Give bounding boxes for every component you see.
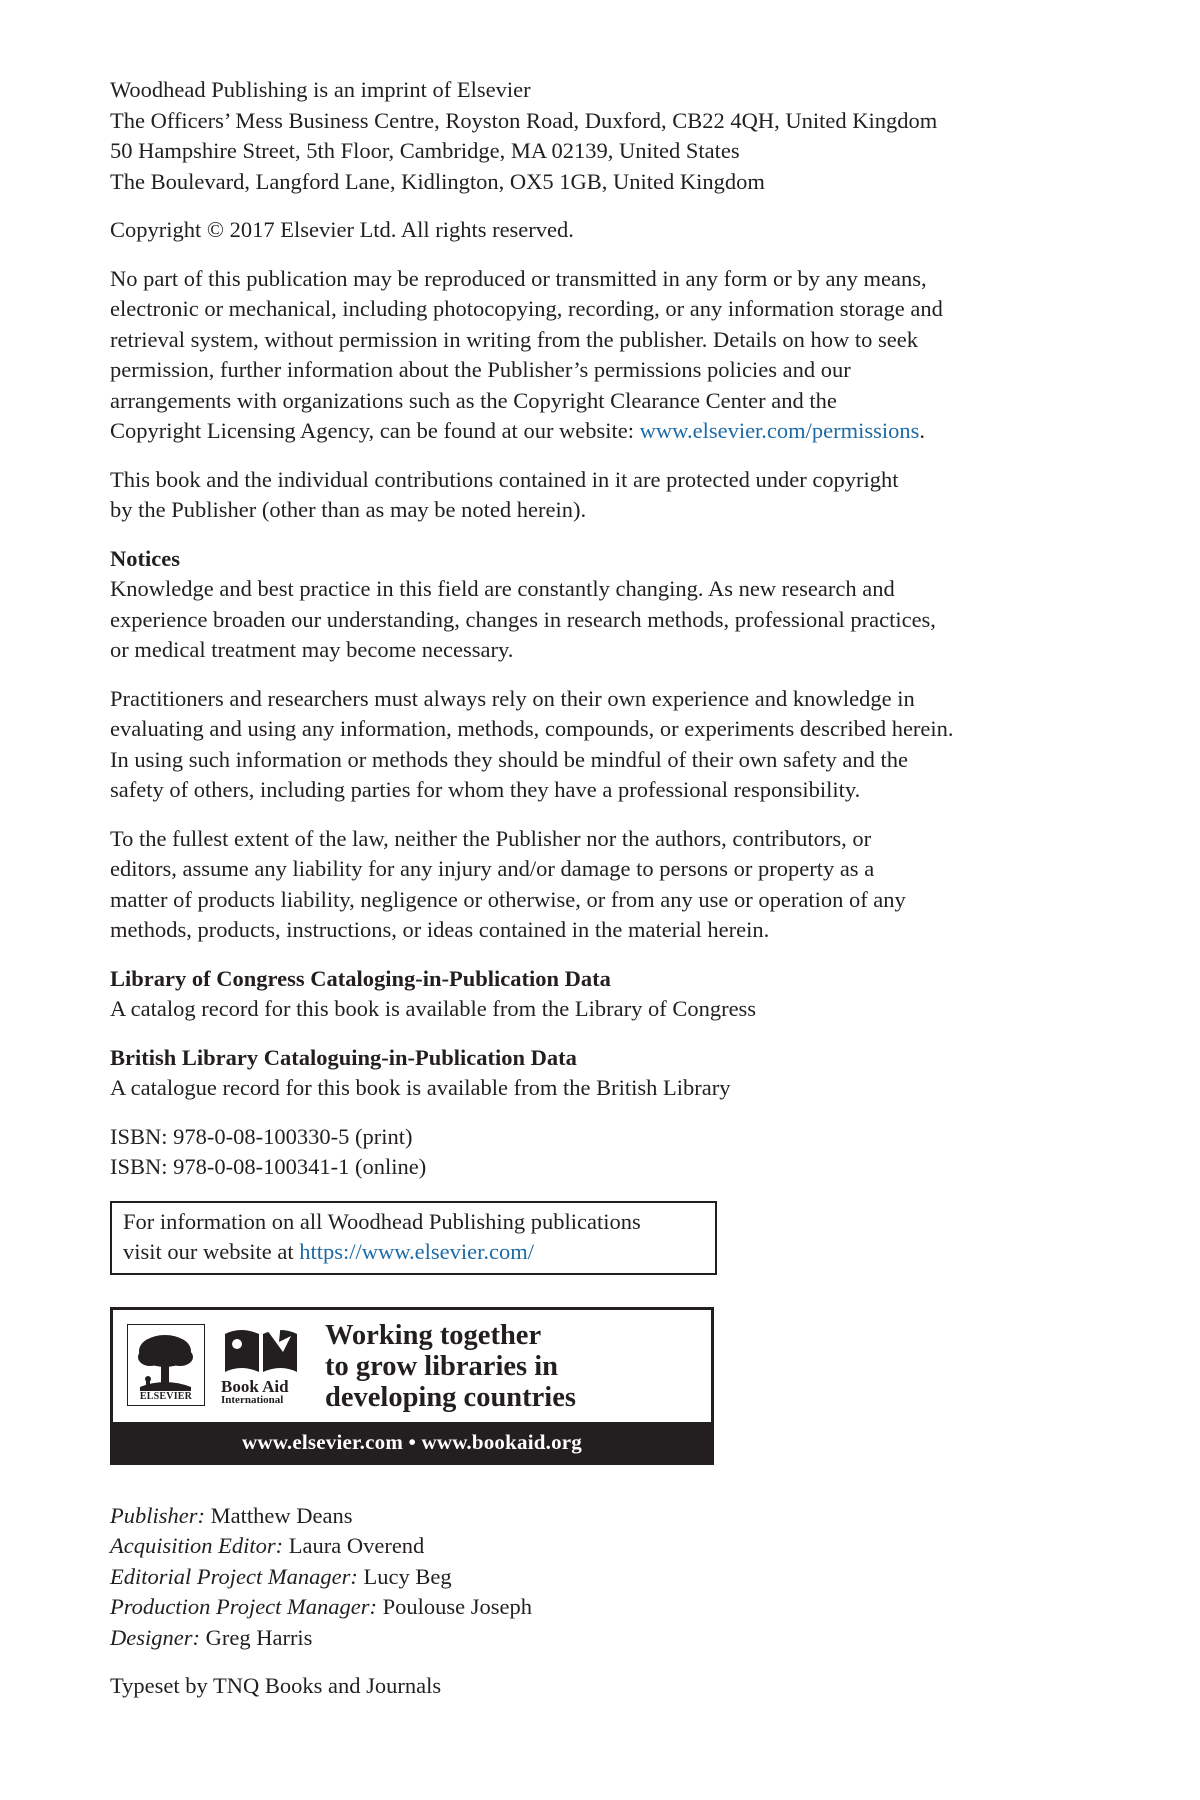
- credit-line: Acquisition Editor: Laura Overend: [110, 1533, 425, 1558]
- notices-paragraph-2: Practitioners and researchers must always rely on their own experience and knowledge in evaluating and using any information, methods, compounds, or experiments described herein. In using such information or methods they should be mindful of their own safety and the safety of others, including parties for whom they have a professional responsibility.: [110, 685, 954, 802]
- credit-line: Editorial Project Manager: Lucy Beg: [110, 1563, 452, 1589]
- book-aid-open-book-icon: [221, 1322, 301, 1378]
- address-line: The Officers’ Mess Business Centre, Royston Road, Duxford, CB22 4QH, United Kingdom: [110, 107, 938, 133]
- bl-heading: British Library Cataloguing-in-Publication Data: [110, 1044, 577, 1070]
- elsevier-tree-logo-icon: ELSEVIER: [127, 1324, 205, 1406]
- copyright-statement: Copyright © 2017 Elsevier Ltd. All rights reserved.: [110, 217, 574, 242]
- isbn-print: ISBN: 978-0-08-100330-5 (print): [110, 1123, 413, 1149]
- bl-cataloguing: British Library Cataloguing-in-Publication Data A catalogue record for this book is available from the British Library: [110, 1043, 1070, 1104]
- production-credits: [110, 1501, 1070, 1654]
- protection-paragraph: This book and the individual contributions contained in it are protected under copyright by the Publisher (other than as may be noted herein).: [110, 466, 899, 522]
- permissions-link[interactable]: www.elsevier.com/permissions: [639, 418, 920, 443]
- elsevier-website-link[interactable]: https://www.elsevier.com/: [299, 1238, 534, 1264]
- isbn-online: ISBN: 978-0-08-100341-1 (online): [110, 1154, 427, 1179]
- banner-urls: www.elsevier.com • www.bookaid.org: [113, 1422, 711, 1462]
- isbn-block: [110, 1122, 1070, 1183]
- notices-heading: Notices: [110, 545, 180, 571]
- typesetter: Typeset by TNQ Books and Journals: [110, 1673, 442, 1698]
- permissions-paragraph: No part of this publication may be reproduced or transmitted in any form or by any means, electronic or mechanical, including photocopying, recording, or any information storage and retrieval system, without permission in writing from the publisher. Details on how to seek permission, further information about the Publisher’s permissions policies and our arrangements with organizations such as the Copyright Clearance Center and the Copyright Licensing Agency, can be found at our website: www.elsevier.com/permissions.: [110, 265, 943, 443]
- banner-tagline: Working together to grow libraries in developing countries: [325, 1319, 576, 1413]
- credit-line: Publisher: Matthew Deans: [110, 1502, 353, 1528]
- notices-section: Notices Knowledge and best practice in this field are constantly changing. As new research and experience broaden our understanding, changes in research methods, professional practices, or medical treatment may become necessary.: [110, 544, 1070, 666]
- loc-cataloging: Library of Congress Cataloging-in-Publication Data A catalog record for this book is available from the Library of Congress: [110, 964, 1070, 1025]
- address-line: Woodhead Publishing is an imprint of Elsevier: [110, 77, 531, 102]
- book-aid-banner: [110, 1307, 714, 1465]
- address-line: 50 Hampshire Street, 5th Floor, Cambridge, MA 02139, United States: [110, 138, 740, 163]
- credit-line: Designer: Greg Harris: [110, 1624, 313, 1650]
- copyright-page: [110, 75, 1070, 1720]
- book-aid-logo: Book Aid International: [221, 1322, 301, 1412]
- credit-line: Production Project Manager: Poulouse Joseph: [110, 1594, 533, 1619]
- website-info-box: For information on all Woodhead Publishing publications visit our website at https://www.elsevier.com/: [110, 1201, 717, 1275]
- address-line: The Boulevard, Langford Lane, Kidlington, OX5 1GB, United Kingdom: [110, 168, 765, 194]
- loc-heading: Library of Congress Cataloging-in-Publication Data: [110, 965, 611, 991]
- notices-paragraph-3: To the fullest extent of the law, neither the Publisher nor the authors, contributors, or editors, assume any liability for any injury and/or damage to persons or property as a matter of products liability, negligence or otherwise, or from any use or operation of any methods, products, instructions, or ideas contained in the material herein.: [110, 825, 906, 942]
- publisher-address: [110, 75, 1070, 197]
